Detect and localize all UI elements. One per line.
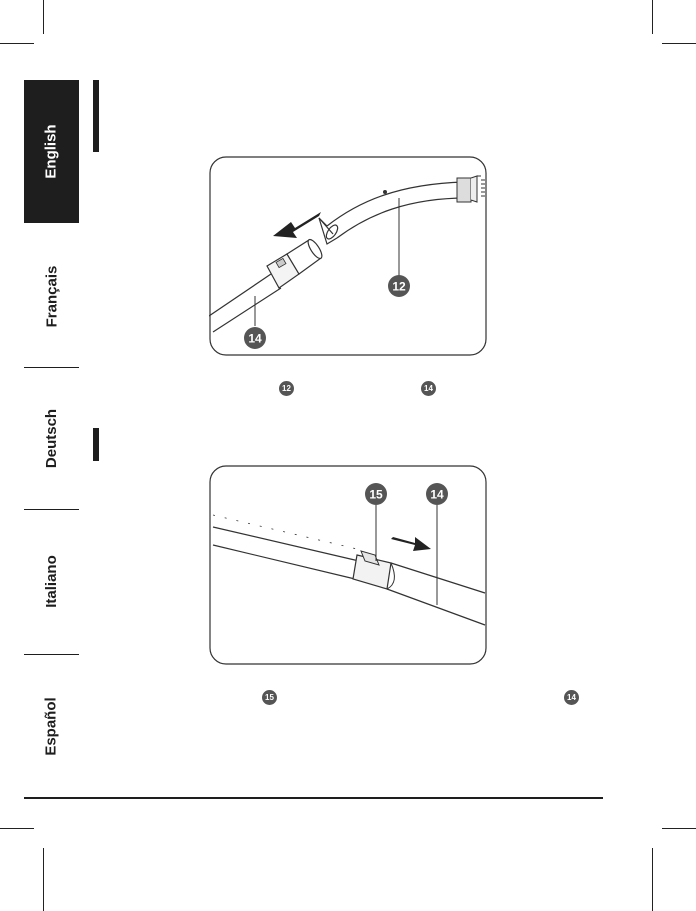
tab-espanol-label: Español — [43, 697, 61, 756]
crop-mark — [43, 848, 44, 911]
crop-mark — [43, 0, 44, 34]
tab-italiano[interactable] — [24, 514, 79, 649]
crop-mark — [0, 828, 34, 829]
tab-francais[interactable] — [24, 232, 79, 360]
callout-14: 14 — [430, 487, 444, 502]
crop-mark — [662, 43, 696, 44]
callout-15: 15 — [369, 487, 383, 502]
tab-francais-label: Français — [43, 265, 61, 327]
tab-english[interactable] — [24, 80, 79, 223]
section-marker-1 — [93, 80, 99, 152]
callout-14: 14 — [248, 331, 262, 346]
crop-mark — [0, 43, 34, 44]
ref-badge-14: 14 — [421, 381, 436, 396]
tab-divider — [24, 509, 79, 510]
tab-divider — [24, 367, 79, 368]
tab-italiano-label: Italiano — [42, 555, 60, 608]
ref-badge-12: 12 — [279, 381, 294, 396]
ref-badge-14: 14 — [564, 690, 579, 705]
figure-wand-slider — [209, 465, 487, 665]
figure-hose-to-wand — [209, 156, 487, 356]
footer-rule — [24, 797, 603, 799]
tab-deutsch-label: Deutsch — [43, 408, 60, 468]
tab-espanol[interactable] — [24, 659, 79, 794]
tab-english-label: English — [42, 124, 60, 179]
ref-badge-15: 15 — [262, 690, 277, 705]
callout-12: 12 — [392, 279, 406, 294]
tab-divider — [24, 654, 79, 655]
crop-mark — [652, 0, 653, 34]
tab-deutsch[interactable] — [24, 372, 79, 504]
crop-mark — [652, 848, 653, 911]
section-marker-2 — [93, 428, 99, 461]
crop-mark — [662, 828, 696, 829]
